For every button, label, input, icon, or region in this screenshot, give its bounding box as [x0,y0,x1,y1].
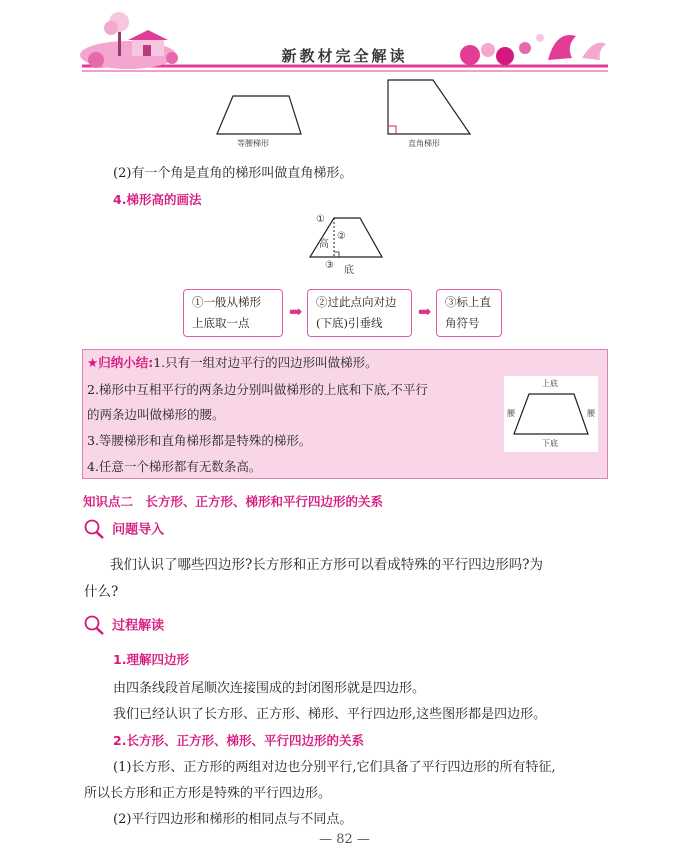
summary-box [82,349,608,479]
height-label-1: ① [316,214,325,225]
arrow-right-icon: ➡ [289,302,303,321]
magnifier-icon [83,614,107,636]
height-label-di: 底 [344,265,354,276]
knowledge-point-title: 知识点二 长方形、正方形、梯形和平行四边形的关系 [83,494,384,509]
header-title: 新教材完全解读 [281,47,408,65]
question-intro-header [83,518,164,540]
step-box-2 [307,289,412,337]
arrow-right-icon: ➡ [418,302,432,321]
height-label-2: ② [337,231,346,242]
step-2-line2: (下底)引垂线 [316,316,383,330]
summary-label: ★归纳小结: [87,355,154,370]
process-p3a: (1)长方形、正方形的两组对边也分别平行,它们具备了平行四边形的所有特征, [113,760,556,775]
summary-line-2: 2.梯形中互相平行的两条边分别叫做梯形的上底和下底,不平行 [87,382,428,397]
question-line-1: 我们认识了哪些四边形?长方形和正方形可以看成特殊的平行四边形吗?为 [110,557,543,573]
right-angle-mark [388,126,396,134]
question-intro-title: 问题导入 [112,522,165,538]
summary-line-5: 4.任意一个梯形都有无数条高。 [87,459,262,474]
magnifier-icon [83,518,107,540]
process-header [83,614,164,636]
summary-line-4: 3.等腰梯形和直角梯形都是特殊的梯形。 [87,433,312,448]
summary-fig-left: 腰 [507,409,515,418]
right-trapezoid-caption: 直角梯形 [408,139,440,148]
step-1-line2: 上底取一点 [192,316,250,330]
summary-line-1-text: 1.只有一组对边平行的四边形叫做梯形。 [153,355,378,370]
process-sub-1: 1.理解四边形 [113,652,189,667]
page-number: — 82 — [319,832,370,847]
process-p3b: 所以长方形和正方形是特殊的平行四边形。 [84,786,332,801]
height-label-3: ③ [325,260,334,271]
step-2-line1: ②过此点向对边 [316,295,397,309]
summary-line-1 [87,353,378,371]
isosceles-caption: 等腰梯形 [237,139,269,148]
summary-fig-bottom: 下底 [542,439,558,448]
height-label-gao: 高 [319,239,329,250]
right-trapezoid [388,80,470,134]
summary-fig-right: 腰 [587,409,595,418]
summary-figure [504,376,598,452]
process-sub-2: 2.长方形、正方形、梯形、平行四边形的关系 [113,733,364,748]
step-3-line2: 角符号 [445,316,480,330]
summary-line-3: 的两条边叫做梯形的腰。 [87,407,225,422]
step-1-line1: ①一般从梯形 [192,295,261,309]
summary-fig-top: 上底 [542,379,558,388]
height-method-heading: 4.梯形高的画法 [113,192,202,207]
process-title: 过程解读 [112,618,165,634]
step-3-line1: ③标上直 [445,295,491,309]
step-box-1 [183,289,283,337]
process-p2: 我们已经认识了长方形、正方形、梯形、平行四边形,这些图形都是四边形。 [113,707,547,722]
process-p1: 由四条线段首尾顺次连接围成的封闭图形就是四边形。 [113,681,426,696]
process-p4: (2)平行四边形和梯形的相同点与不同点。 [113,812,353,827]
step-box-3 [436,289,502,337]
isosceles-trapezoid [217,96,301,134]
right-trapezoid-definition: (2)有一个角是直角的梯形叫做直角梯形。 [113,166,353,181]
question-line-2: 什么? [84,584,119,600]
